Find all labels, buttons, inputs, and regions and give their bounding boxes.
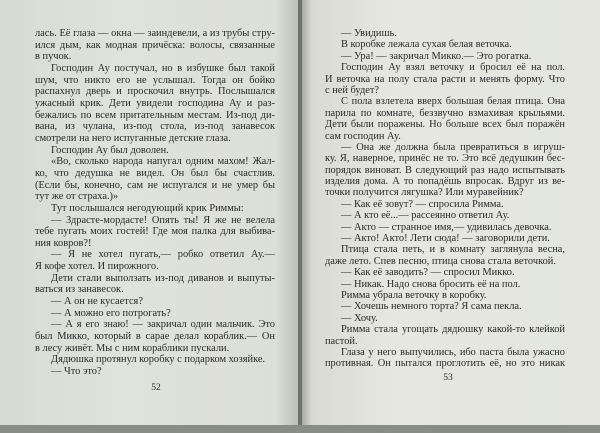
text-line: тут же от страха.)» xyxy=(35,191,119,203)
text-line: Римма стала угощать дядюшку какой-то клейкой xyxy=(341,324,565,336)
page-number: 53 xyxy=(443,373,453,383)
text-line: — Она же должна была превратиться в игруш- xyxy=(341,141,565,153)
text-line: бежались по всем притательным местам. Из-под ди- xyxy=(35,109,275,121)
text-line: парила по комнате, беззвучно взмахивая крыльями. xyxy=(325,107,565,119)
text-line: ваться из занавесок. xyxy=(35,284,124,296)
text-line: — А он не кусается? xyxy=(51,296,143,308)
text-line: ку. Я, наверное, принёс не то. Это всё дедушкин бес- xyxy=(325,153,565,165)
text-line: — Увидишь. xyxy=(341,28,397,39)
text-line: порядок виноват. В следующий раз надо испытывать xyxy=(325,164,565,176)
text-line: пастой. xyxy=(325,335,358,347)
text-line: изделия дома. А то попадёшь впросак. Вдруг из ве- xyxy=(325,176,565,188)
text-line: тебе пугать моих гостей! Где моя палка для выбива- xyxy=(35,226,275,238)
text-line: ился дым, как модная причёска: волосы, связанные xyxy=(35,39,275,51)
text-line: в лесу живёт. Мы с ним кораблики пускали. xyxy=(35,342,230,354)
text-line: ужасный крик. Дети увидели господина Ау и раз- xyxy=(35,97,275,109)
text-line: — А можно его потрогать? xyxy=(51,307,171,319)
text-line: Римма убрала веточку в коробку. xyxy=(341,289,487,301)
text-line: Господин Ау взял веточку и бросил её на пол. xyxy=(341,62,565,74)
right-page-text xyxy=(325,28,565,370)
text-line: даже лето. Спев песню, птица снова стала веточкой. xyxy=(325,255,556,267)
text-line: (Если бы, конечно, сам не испугался и не умер бы xyxy=(35,179,275,191)
text-line: сам господин Ау. xyxy=(325,130,401,142)
text-line: Дети стали выползать из-под диванов и выпуты- xyxy=(51,272,275,284)
text-line: ния ковров?! xyxy=(35,237,92,249)
text-line: с ней будет? xyxy=(325,84,380,96)
text-line: — Как её заводить? — спросил Микко. xyxy=(341,267,515,279)
text-line: Господин Ау был доволен. xyxy=(51,144,169,156)
text-line: — А я его знаю! — закричал один мальчик. Это xyxy=(51,319,275,331)
text-line: шум, что никто его не услышал. Тогда он бойко xyxy=(35,74,275,86)
text-line: вана, из чулана, из-под стола, из-под занавесок xyxy=(35,121,275,133)
book-gutter xyxy=(298,0,302,433)
text-line: — Я не хотел пугать,— робко ответил Ау.— xyxy=(51,249,275,261)
text-line: ко, что дедушка не видел. Он был бы счастлив. xyxy=(35,167,275,179)
text-line: — А кто её...— рассеянно ответил Ау. xyxy=(341,210,510,222)
text-line: — Как её зовут? — спросила Римма. xyxy=(341,198,504,210)
text-line: — Акто! Акто! Лети сюда! — заговорили дети. xyxy=(341,233,550,245)
text-line: — Что это? xyxy=(51,366,102,378)
text-line: смотрели на него испуганные детские глаза. xyxy=(35,132,231,144)
left-page-text xyxy=(35,28,275,378)
text-line: распахнул дверь и проскочил внутрь. Послышался xyxy=(35,86,275,98)
text-line: И веточка на полу стала расти и менять форму. Что xyxy=(325,73,565,85)
text-line: — Здрасте-мордасте! Опять ты! Я же не велела xyxy=(51,214,275,226)
page-number: 52 xyxy=(151,383,161,393)
text-line: в пучок. xyxy=(35,51,72,63)
text-line: Господин Ау постучал, но в избушке был такой xyxy=(51,62,275,74)
text-line: — Хочешь немного торта? Я сама пекла. xyxy=(341,301,522,313)
text-line: — Акто — странное имя,— удивилась девочка. xyxy=(341,221,552,233)
text-line: Глаза у него выпучились, ибо паста была ужасно xyxy=(341,346,565,358)
table-edge xyxy=(0,425,600,433)
text-line: Я кофе хотел. И пирожного. xyxy=(35,261,159,273)
right-page xyxy=(300,0,600,433)
text-line: Дядюшка протянул коробку с подарком хозяйке. xyxy=(51,354,266,366)
text-line: был Микко, который в сарае делал кораблик.— Он xyxy=(35,331,275,343)
text-line: — Никак. Надо снова бросить её на пол. xyxy=(341,278,521,290)
text-line: — Хочу. xyxy=(341,312,378,324)
text-line: «Во, сколько народа напугал одним махом! Жал- xyxy=(51,156,275,168)
text-line: точки получится лягушка? Или муравейник? xyxy=(325,187,524,199)
text-line: Птица стала петь, и в комнату заглянула весна, xyxy=(341,244,565,256)
text-line: В коробке лежала сухая белая веточка. xyxy=(341,39,512,51)
text-line: противная. Он пытался проглотить её, но это никак xyxy=(325,358,565,370)
text-line: С пола взлетела вверх большая белая птица. Она xyxy=(341,96,565,108)
text-line: лась. Её глаза — окна — заиндевели, а из трубы стру- xyxy=(35,28,275,39)
text-line: Тут послышался негодующий крик Риммы: xyxy=(51,202,244,214)
text-line: — Ура! — закричал Микко.— Это рогатка. xyxy=(341,50,532,62)
text-line: Дети были поражены. Но больше всех был поражён xyxy=(325,119,565,131)
